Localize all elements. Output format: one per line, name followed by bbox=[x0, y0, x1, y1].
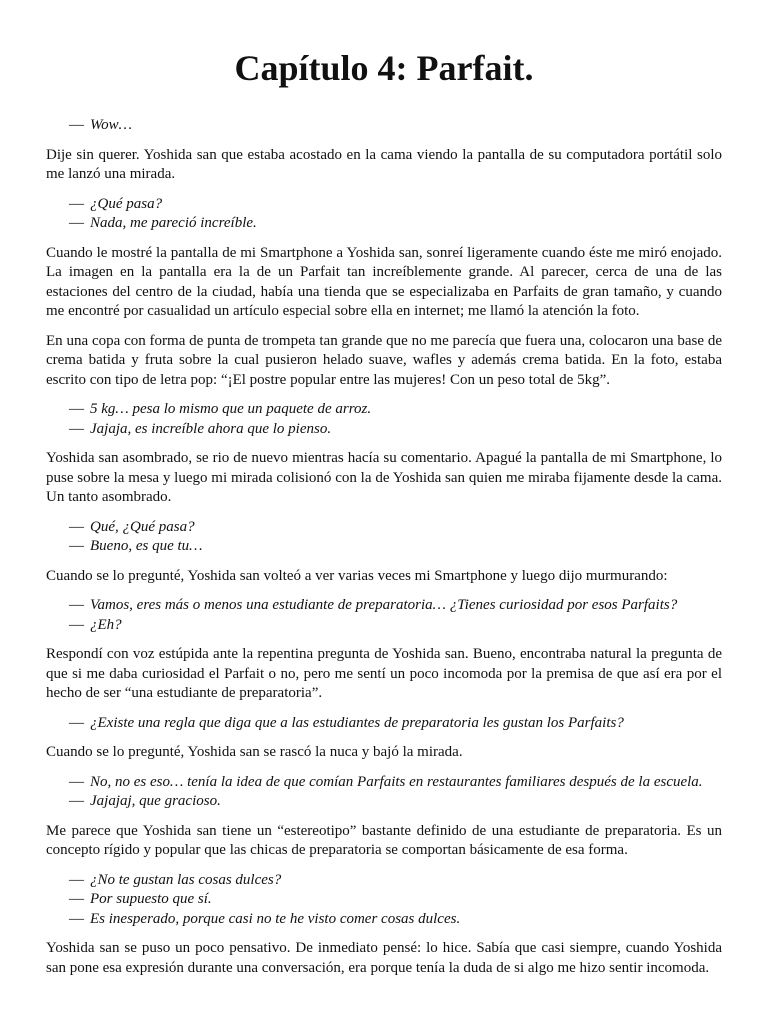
dialogue-block bbox=[69, 871, 722, 930]
dialogue-line: — Qué, ¿Qué pasa? bbox=[69, 518, 195, 535]
dialogue-line: — Wow… bbox=[69, 117, 132, 133]
dialogue-line: — Bueno, es que tu… bbox=[69, 538, 203, 554]
dialogue-line: — Jajaja, es increíble ahora que lo pienso. bbox=[69, 420, 332, 437]
dialogue-line: — ¿Qué pasa? bbox=[69, 195, 163, 212]
dialogue-block bbox=[69, 116, 722, 136]
paragraph: Yoshida san se puso un poco pensativo. De inmediato pensé: lo hice. Sabía que casi siempre, cuando Yoshida san pone esa expresión durante una conversación, era porque tenía la duda de si algo me hizo sentir incomoda. bbox=[46, 940, 722, 976]
dialogue-line: — Vamos, eres más o menos una estudiante de preparatoria… ¿Tienes curiosidad por esos Parfaits? bbox=[69, 597, 678, 613]
dialogue-block bbox=[69, 195, 722, 234]
dialogue-line: — No, no es eso… tenía la idea de que comían Parfaits en restaurantes familiares después de la escuela. bbox=[69, 773, 703, 790]
dialogue-block bbox=[69, 518, 722, 557]
paragraph: Cuando se lo pregunté, Yoshida san volteó a ver varias veces mi Smartphone y luego dijo murmurando: bbox=[46, 567, 668, 584]
paragraph: Cuando le mostré la pantalla de mi Smartphone a Yoshida san, sonreí ligeramente cuando éste me miró enojado. La imagen en la pantalla era la de un Parfait tan increíblemente grande. Al parecer, cerca de una de las estaciones del centro de la ciudad, había una tienda que se especializaba en Parfaits de gran tamaño, y cuando me encontré por casualidad un artículo especial sobre ella en internet; me llamó la atención la foto. bbox=[46, 244, 722, 319]
chapter-body bbox=[46, 116, 722, 978]
dialogue-line: — ¿Existe una regla que diga que a las estudiantes de preparatoria les gustan los Parfaits? bbox=[69, 714, 624, 731]
dialogue-line: — Por supuesto que sí. bbox=[69, 891, 212, 907]
dialogue-line: — 5 kg… pesa lo mismo que un paquete de arroz. bbox=[69, 401, 372, 417]
dialogue-block bbox=[69, 773, 722, 812]
chapter-title: Capítulo 4: Parfait. bbox=[234, 48, 534, 88]
dialogue-block bbox=[69, 714, 722, 734]
paragraph: Yoshida san asombrado, se rio de nuevo mientras hacía su comentario. Apagué la pantalla de mi Smartphone, lo puse sobre la mesa y luego mi mirada colisionó con la de Yoshida san quien me miraba fijamente desde la cama. Un tanto asombrado. bbox=[46, 450, 722, 505]
dialogue-line: — Jajajaj, que gracioso. bbox=[69, 793, 221, 809]
paragraph: En una copa con forma de punta de trompeta tan grande que no me parecía que fuera una, colocaron una base de crema batida y fruta sobre la cual pusieron helado suave, wafles y además crema batida. En la foto, estaba escrito con tipo de letra pop: “¡El postre popular entre las mujeres! Con un peso total de 5kg”. bbox=[46, 332, 722, 388]
dialogue-line: — ¿No te gustan las cosas dulces? bbox=[69, 871, 282, 888]
dialogue-line: — ¿Eh? bbox=[69, 616, 122, 633]
dialogue-line: — Es inesperado, porque casi no te he visto comer cosas dulces. bbox=[69, 910, 461, 927]
dialogue-block bbox=[69, 596, 722, 635]
dialogue-line: — Nada, me pareció increíble. bbox=[69, 215, 257, 231]
dialogue-block bbox=[69, 400, 722, 439]
paragraph: Dije sin querer. Yoshida san que estaba acostado en la cama viendo la pantalla de su computadora portátil solo me lanzó una mirada. bbox=[46, 146, 722, 182]
paragraph: Respondí con voz estúpida ante la repentina pregunta de Yoshida san. Bueno, encontraba natural la pregunta de que si me daba curiosidad el Parfait o no, pero me sentí un poco incomoda por la premisa de que así era por el hecho de ser “una estudiante de preparatoria”. bbox=[46, 646, 722, 701]
paragraph: Me parece que Yoshida san tiene un “estereotipo” bastante definido de una estudiante de preparatoria. Es un concepto rígido y popular que las chicas de preparatoria se comportan básicamente de esa forma. bbox=[46, 822, 722, 858]
paragraph: Cuando se lo pregunté, Yoshida san se rascó la nuca y bajó la mirada. bbox=[46, 744, 463, 760]
